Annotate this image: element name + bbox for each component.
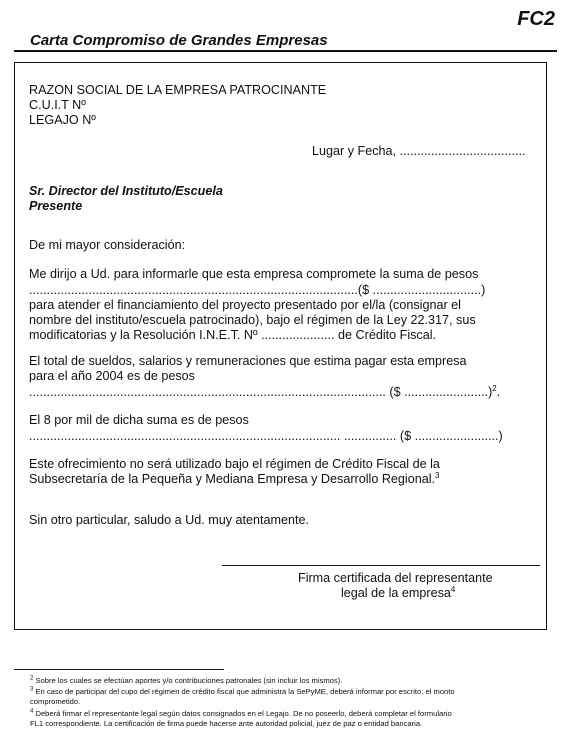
paragraph-3-line-1: El 8 por mil de dicha suma es de pesos bbox=[29, 413, 249, 427]
signature-caption-line-1: Firma certificada del representante bbox=[298, 571, 493, 585]
footnote-2 bbox=[30, 676, 342, 686]
place-date-line: Lugar y Fecha, .................................... bbox=[312, 144, 526, 158]
paragraph-2-line-1: El total de sueldos, salarios y remuneraciones que estima pagar esta empresa bbox=[29, 354, 467, 368]
paragraph-3-line-2: ......................................................................................... ............... ($ ........................) bbox=[29, 429, 503, 443]
paragraph-2-line-2: para el año 2004 es de pesos bbox=[29, 369, 195, 383]
cuit-label: C.U.I.T Nº bbox=[29, 98, 86, 112]
letter-frame bbox=[14, 62, 547, 630]
footnote-2-text: Sobre los cuales se efectúan aportes y/o contribuciones patronales (sin incluir los mismos). bbox=[35, 676, 343, 685]
title-divider bbox=[14, 50, 557, 52]
paragraph-1-line-3: para atender el financiamiento del proyecto presentado por el/la (consignar el bbox=[29, 298, 461, 312]
footnote-3-continued: comprometido. bbox=[30, 697, 81, 706]
recipient-line-1: Sr. Director del Instituto/Escuela bbox=[29, 184, 223, 198]
closing-line: Sin otro particular, saludo a Ud. muy atentamente. bbox=[29, 513, 310, 527]
footnote-ref-3: 3 bbox=[435, 470, 440, 480]
paragraph-1-line-1: Me dirijo a Ud. para informarle que esta empresa compromete la suma de pesos bbox=[29, 267, 479, 281]
document-title: Carta Compromiso de Grandes Empresas bbox=[30, 32, 328, 49]
sentence-end: . bbox=[496, 385, 501, 399]
paragraph-4-text: Subsecretaría de la Pequeña y Mediana Empresa y Desarrollo Regional. bbox=[29, 472, 436, 486]
footnote-4-continued: FL1 correspondiente. La certificación de firma puede hacerse ante autoridad policial, juez de paz o entidad bancaria. bbox=[30, 719, 423, 728]
paragraph-2-line-3 bbox=[29, 385, 500, 400]
greeting: De mi mayor consideración: bbox=[29, 238, 186, 252]
signature-caption-line-2 bbox=[341, 586, 455, 601]
paragraph-1-line-2: ..............................................................................................($ ...............................) bbox=[29, 283, 486, 297]
signature-caption-text: legal de la empresa bbox=[341, 586, 451, 600]
footnote-divider bbox=[14, 669, 224, 670]
footnote-3-text: En caso de participar del cupo del régimen de crédito fiscal que administra la SePyME, deberá informar por escrito, el monto bbox=[35, 687, 455, 696]
recipient-line-2: Presente bbox=[29, 199, 83, 213]
company-name-label: RAZON SOCIAL DE LA EMPRESA PATROCINANTE bbox=[29, 83, 327, 97]
footnote-ref-4: 4 bbox=[450, 584, 456, 594]
legajo-label: LEGAJO Nº bbox=[29, 113, 96, 127]
footnote-4-number: 4 bbox=[30, 708, 34, 715]
paragraph-4-line-2 bbox=[29, 472, 439, 487]
footnote-3 bbox=[30, 687, 455, 697]
footnote-3-number: 3 bbox=[30, 686, 34, 693]
amount-dots: ...................................................................................................... ($ ........................) bbox=[29, 385, 493, 399]
signature-line bbox=[222, 565, 540, 566]
paragraph-1-line-4: nombre del instituto/escuela patrocinado), bajo el régimen de la Ley 22.317, sus bbox=[29, 313, 476, 327]
paragraph-1-line-5: modificatorias y la Resolución I.N.E.T. Nº ..................... de Crédito Fiscal. bbox=[29, 328, 437, 342]
footnote-4 bbox=[30, 709, 452, 719]
footnote-2-number: 2 bbox=[30, 675, 34, 682]
form-code: FC2 bbox=[517, 8, 555, 30]
paragraph-4-line-1: Este ofrecimiento no será utilizado bajo el régimen de Crédito Fiscal de la bbox=[29, 457, 440, 471]
footnote-4-text: Deberá firmar el representante legal según datos consignados en el Legajo. De no poseerlo, deberá completar el formulario bbox=[35, 709, 452, 718]
footnote-ref-2: 2 bbox=[492, 383, 497, 393]
